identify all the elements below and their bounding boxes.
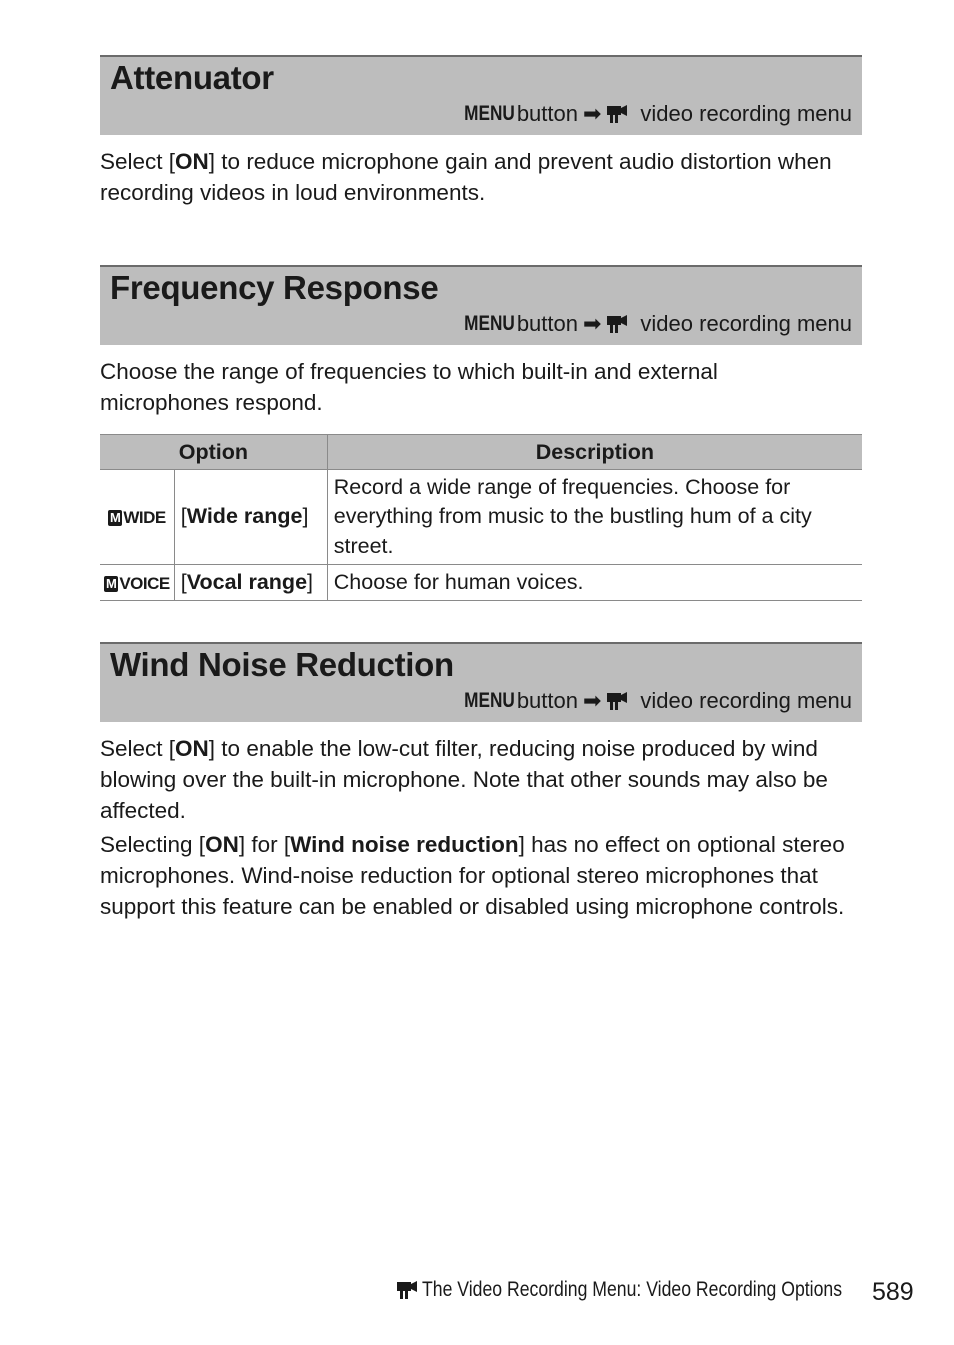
menu-name: video recording menu	[640, 101, 852, 126]
menu-button-label: MENU	[464, 689, 515, 712]
vocal-range-icon: M VOICE	[100, 565, 174, 601]
section-title: Wind Noise Reduction	[110, 646, 454, 683]
description-column-header: Description	[327, 435, 862, 470]
section-title: Attenuator	[110, 59, 274, 96]
movie-camera-icon	[606, 104, 628, 124]
wind-description: Select [ON] to enable the low-cut filter, reducing noise produced by wind blowing over the built-in microphone. Note that other sounds may also be affected.	[100, 736, 828, 823]
movie-camera-icon	[606, 314, 628, 334]
menu-name: video recording menu	[640, 688, 852, 713]
menu-path	[453, 101, 852, 127]
button-text: button	[516, 688, 578, 713]
table-row	[100, 565, 862, 601]
menu-path	[453, 688, 852, 714]
page-number: 589	[872, 1278, 914, 1306]
frequency-response-header	[100, 265, 862, 345]
option-description: Choose for human voices.	[327, 565, 862, 601]
options-table	[100, 434, 862, 601]
attenuator-description: Select [ON] to reduce microphone gain and prevent audio distortion when recording videos in loud environments.	[100, 149, 832, 205]
movie-camera-icon	[606, 691, 628, 711]
menu-name: video recording menu	[640, 311, 852, 336]
page-footer	[396, 1278, 922, 1302]
option-description: Record a wide range of frequencies. Choose for everything from music to the bustling hum of a city street.	[327, 470, 862, 565]
footer-chapter-title: The Video Recording Menu: Video Recording Options	[422, 1278, 843, 1301]
option-column-header: Option	[100, 435, 327, 470]
table-header-row	[100, 435, 862, 470]
wind-noise-reduction-header	[100, 642, 862, 722]
frequency-description: Choose the range of frequencies to which built-in and external microphones respond.	[100, 359, 718, 415]
menu-button-label: MENU	[464, 102, 515, 125]
right-arrow-icon: ➡	[582, 101, 602, 126]
right-arrow-icon: ➡	[582, 688, 602, 713]
menu-path	[453, 311, 852, 337]
wide-range-icon: M WIDE	[100, 470, 174, 565]
option-name: [Wide range]	[174, 470, 327, 565]
wind-note: Selecting [ON] for [Wind noise reduction] has no effect on optional stereo microphones. Wind-noise reduction for optional stereo microphones that support this feature can be enabled or disabled using microphone controls.	[100, 832, 845, 919]
right-arrow-icon: ➡	[582, 311, 602, 336]
attenuator-header	[100, 55, 862, 135]
menu-button-label: MENU	[464, 312, 515, 335]
button-text: button	[516, 101, 578, 126]
movie-camera-icon	[396, 1280, 418, 1300]
table-row	[100, 470, 862, 565]
section-title: Frequency Response	[110, 269, 439, 306]
button-text: button	[516, 311, 578, 336]
option-name: [Vocal range]	[174, 565, 327, 601]
